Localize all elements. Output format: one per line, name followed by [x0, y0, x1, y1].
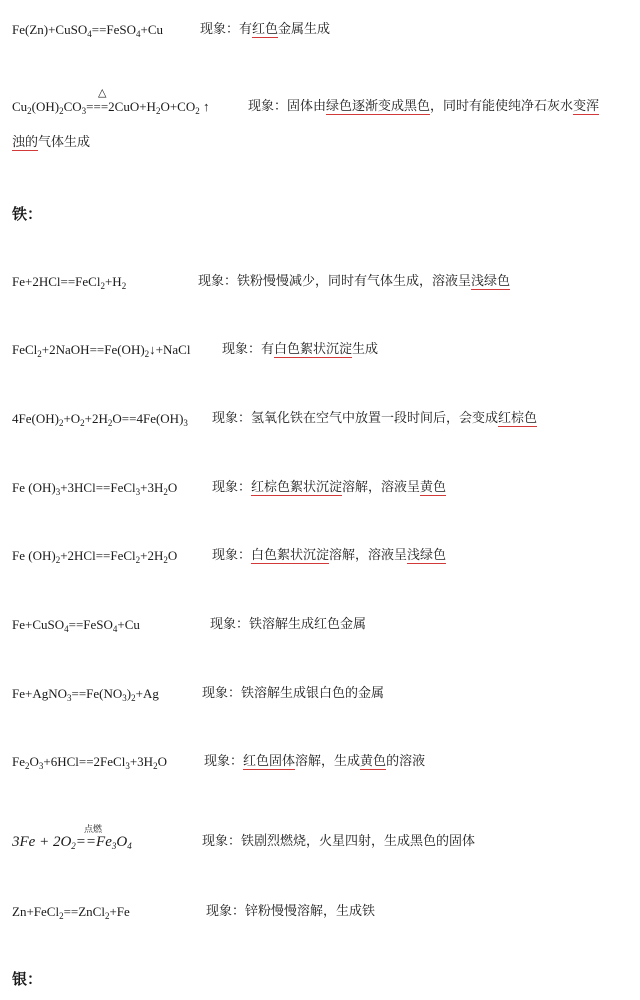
observation: 现象：白色絮状沉淀溶解，溶液呈浅绿色 — [212, 548, 447, 563]
equation: Fe $(OH)_2+2HCl==FeCl_2+2H_2O$ — [12, 548, 178, 565]
equation: Fe $(OH)_3+3HCl==FeCl_3+3H_2O$ — [12, 480, 178, 497]
observation: 现象：铁粉慢慢减少，同时有气体生成，溶液呈浅绿色 — [198, 274, 511, 289]
equation: Fe(Zn)+CuSO$_4$==FeSO$_4$+Cu — [12, 22, 164, 39]
equation: $Cu_2(OH)_2CO_3===2CuO+H_2O+CO_2$ ↑ — [12, 99, 210, 116]
observation: 现象：氢氧化铁在空气中放置一段时间后，会变成红棕色 — [212, 411, 538, 426]
observation: 现象：固体由绿色逐渐变成黑色，同时有能使纯净石灰水变浑 — [248, 99, 600, 114]
equation: $4Fe(OH)_2+O_2+2H_2O==4Fe(OH)_3$ — [12, 411, 188, 428]
observation: 现象：红棕色絮状沉淀溶解，溶液呈黄色 — [212, 480, 447, 495]
observation: 现象：锌粉慢慢溶解，生成铁 — [206, 904, 376, 919]
section-heading-silver: 银： — [12, 970, 43, 988]
equation: $Fe+2HCl==FeCl_2+H_2$ — [12, 274, 127, 291]
observation: 现象：铁剧烈燃烧，火星四射，生成黑色的固体 — [202, 834, 476, 849]
equation: $FeCl_2+2NaOH==Fe(OH)_2↓+NaCl$ — [12, 342, 191, 359]
equation: Fe+CuSO$_4$==FeSO$_4$+Cu — [12, 617, 140, 634]
observation: 现象：铁溶解生成银白色的金属 — [202, 686, 385, 701]
observation: 现象：有白色絮状沉淀生成 — [222, 342, 379, 357]
observation: 现象：铁溶解生成红色金属 — [210, 617, 367, 632]
equation: $Fe_2O_3+6HCl==2FeCl_3+3H_2O$ — [12, 754, 167, 771]
observation: 现象：红色固体溶解，生成黄色的溶液 — [204, 754, 426, 769]
section-heading-iron: 铁： — [12, 205, 43, 223]
observation-continued: 浊的气体生成 — [12, 135, 91, 150]
ignition-condition: 点燃 — [84, 825, 103, 835]
observation: 现象：有红色金属生成 — [200, 22, 331, 37]
heat-condition: △ — [98, 86, 107, 99]
equation: Zn+FeCl$_2$==ZnCl$_2$+Fe — [12, 904, 130, 921]
equation: $Fe+AgNO_3==Fe(NO_3)_2+Ag$ — [12, 686, 159, 703]
equation: $3Fe + 2O_2==Fe_3O_4$ — [12, 834, 132, 851]
